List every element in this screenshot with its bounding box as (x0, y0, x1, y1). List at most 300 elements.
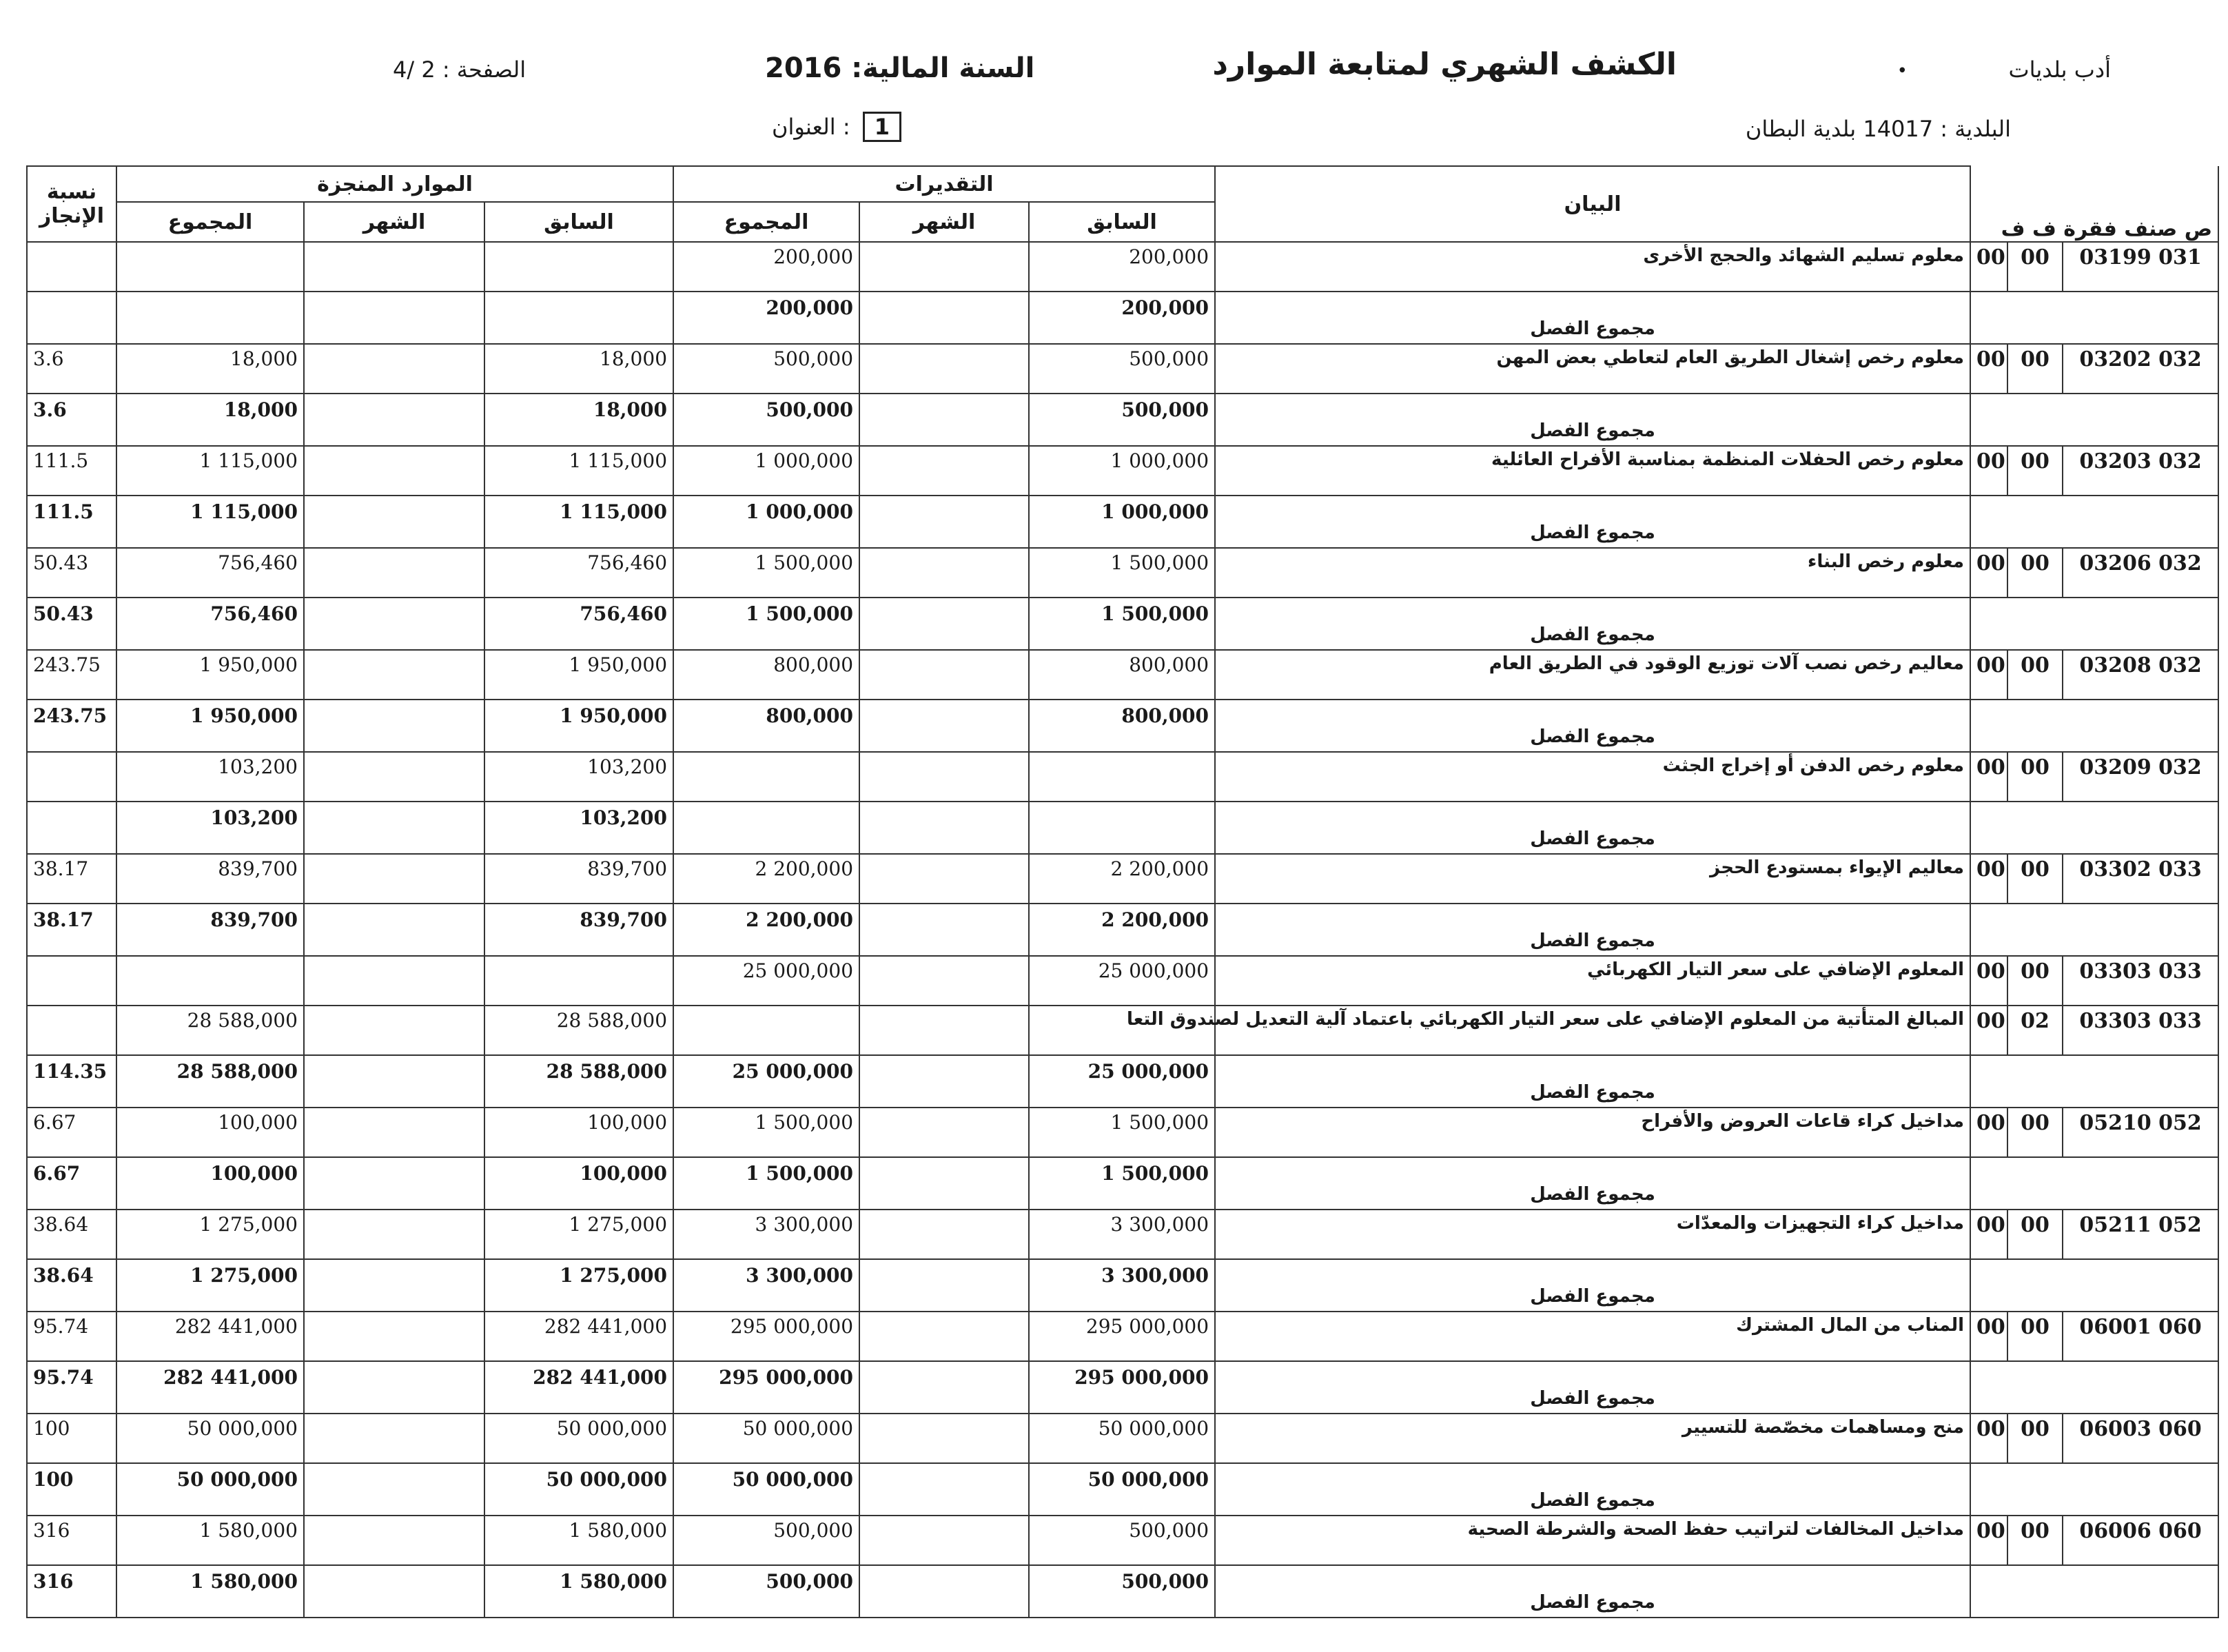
estimate-previous-cell: 800,000 (1029, 700, 1215, 752)
description-cell: منح ومساهمات مخصّصة للتسيير (1215, 1414, 1970, 1463)
achieved-previous-cell: 50 000,000 (484, 1463, 673, 1516)
achieved-previous-cell: 28 588,000 (484, 1055, 673, 1108)
estimate-previous-cell: 25 000,000 (1029, 956, 1215, 1006)
estimate-previous-cell: 1 000,000 (1029, 446, 1215, 496)
col-codes: ص صنف فقرة ف ف (1970, 166, 2218, 242)
estimate-total-cell: 500,000 (673, 1565, 859, 1618)
estimate-previous-cell: 295 000,000 (1029, 1361, 1215, 1414)
estimate-month-cell (859, 854, 1029, 904)
achieved-month-cell (304, 242, 484, 292)
subtotal-label: مجموع الفصل (1215, 394, 1970, 446)
achieved-total-cell: 756,460 (116, 598, 304, 650)
rate-cell: 6.67 (27, 1108, 116, 1157)
achieved-total-cell: 18,000 (116, 394, 304, 446)
achieved-previous-cell: 1 115,000 (484, 496, 673, 548)
rate-cell (27, 292, 116, 344)
item-code: 03202 032 (2063, 344, 2218, 394)
item-code: 03203 032 (2063, 446, 2218, 496)
table-row (27, 1414, 2218, 1463)
estimate-total-cell: 1 500,000 (673, 598, 859, 650)
table-row (27, 1006, 2218, 1055)
description-cell: مداخيل كراء التجهيزات والمعدّات (1215, 1210, 1970, 1259)
estimate-total-cell: 1 500,000 (673, 548, 859, 598)
estimate-previous-cell: 800,000 (1029, 650, 1215, 700)
achieved-previous-cell: 1 580,000 (484, 1565, 673, 1618)
estimate-month-cell (859, 1361, 1029, 1414)
subtotal-row (27, 496, 2218, 548)
subtotal-code-blank (1970, 1361, 2218, 1414)
item-code: 06001 060 (2063, 1312, 2218, 1361)
item-code: 03209 032 (2063, 752, 2218, 802)
achieved-total-cell: 282 441,000 (116, 1312, 304, 1361)
achieved-total-cell (116, 292, 304, 344)
estimate-month-cell (859, 1516, 1029, 1565)
achieved-month-cell (304, 904, 484, 956)
estimate-month-cell (859, 956, 1029, 1006)
table-row (27, 1108, 2218, 1157)
rate-cell (27, 802, 116, 854)
achieved-total-cell: 839,700 (116, 854, 304, 904)
estimate-month-cell (859, 598, 1029, 650)
page-number: الصفحة : 2 /4 (393, 57, 527, 83)
estimate-total-cell: 1 500,000 (673, 1157, 859, 1210)
estimate-total-cell (673, 802, 859, 854)
rate-cell: 111.5 (27, 446, 116, 496)
group-achieved: الموارد المنجزة (116, 166, 673, 202)
achieved-previous-cell: 1 950,000 (484, 650, 673, 700)
item-code: 06006 060 (2063, 1516, 2218, 1565)
subtotal-row (27, 700, 2218, 752)
estimate-total-cell: 1 000,000 (673, 496, 859, 548)
achieved-month-cell (304, 1006, 484, 1055)
sub-code-1: 00 (2007, 854, 2063, 904)
achieved-month-cell (304, 496, 484, 548)
sub-code-2: 00 (1970, 956, 2007, 1006)
estimate-month-cell (859, 1312, 1029, 1361)
subtotal-code-blank (1970, 700, 2218, 752)
subtotal-code-blank (1970, 1565, 2218, 1618)
table-row (27, 242, 2218, 292)
form-label: أدب بلديات (2008, 57, 2111, 83)
subtotal-label: مجموع الفصل (1215, 496, 1970, 548)
achieved-previous-cell: 1 275,000 (484, 1210, 673, 1259)
achieved-previous-cell (484, 956, 673, 1006)
achieved-total-cell: 103,200 (116, 752, 304, 802)
achieved-total-cell: 1 275,000 (116, 1210, 304, 1259)
estimate-previous-cell: 1 000,000 (1029, 496, 1215, 548)
achieved-total-cell: 28 588,000 (116, 1055, 304, 1108)
estimate-previous-cell: 3 300,000 (1029, 1259, 1215, 1312)
subtotal-code-blank (1970, 904, 2218, 956)
estimate-month-cell (859, 650, 1029, 700)
achieved-month-cell (304, 1312, 484, 1361)
estimate-month-cell (859, 1414, 1029, 1463)
achieved-month-cell (304, 1361, 484, 1414)
estimate-month-cell (859, 1055, 1029, 1108)
estimate-month-cell (859, 1108, 1029, 1157)
col-ach-month: الشهر (304, 202, 484, 242)
table-row (27, 1312, 2218, 1361)
table-row (27, 548, 2218, 598)
subtotal-label: مجموع الفصل (1215, 802, 1970, 854)
achieved-total-cell: 103,200 (116, 802, 304, 854)
rate-cell (27, 1006, 116, 1055)
item-code: 06003 060 (2063, 1414, 2218, 1463)
sub-code-1: 00 (2007, 344, 2063, 394)
sub-code-1: 00 (2007, 1516, 2063, 1565)
subtotal-row (27, 802, 2218, 854)
achieved-previous-cell: 50 000,000 (484, 1414, 673, 1463)
achieved-month-cell (304, 394, 484, 446)
sub-code-2: 00 (1970, 1210, 2007, 1259)
subtotal-code-blank (1970, 598, 2218, 650)
sub-code-2: 00 (1970, 446, 2007, 496)
estimate-month-cell (859, 1006, 1029, 1055)
sub-code-2: 00 (1970, 1312, 2007, 1361)
achieved-month-cell (304, 1108, 484, 1157)
achieved-total-cell: 100,000 (116, 1157, 304, 1210)
achieved-month-cell (304, 1463, 484, 1516)
sub-code-1: 00 (2007, 242, 2063, 292)
estimate-previous-cell: 1 500,000 (1029, 598, 1215, 650)
estimate-total-cell: 1 000,000 (673, 446, 859, 496)
subtotal-label: مجموع الفصل (1215, 1463, 1970, 1516)
estimate-total-cell: 2 200,000 (673, 904, 859, 956)
item-code: 03303 033 (2063, 956, 2218, 1006)
estimate-previous-cell: 500,000 (1029, 1516, 1215, 1565)
subtotal-code-blank (1970, 1259, 2218, 1312)
achieved-previous-cell: 18,000 (484, 344, 673, 394)
document-title: الكشف الشهري لمتابعة الموارد (1212, 47, 1677, 82)
header-row-groups (27, 166, 2218, 202)
rate-cell (27, 956, 116, 1006)
estimate-previous-cell: 295 000,000 (1029, 1312, 1215, 1361)
rate-cell (27, 752, 116, 802)
col-ach-prev: السابق (484, 202, 673, 242)
achieved-total-cell: 1 580,000 (116, 1565, 304, 1618)
fiscal-year: السنة المالية: 2016 (765, 52, 1035, 84)
achieved-previous-cell: 839,700 (484, 854, 673, 904)
estimate-total-cell: 295 000,000 (673, 1312, 859, 1361)
achieved-total-cell: 282 441,000 (116, 1361, 304, 1414)
subtotal-row (27, 1361, 2218, 1414)
achieved-month-cell (304, 446, 484, 496)
estimate-month-cell (859, 394, 1029, 446)
achieved-month-cell (304, 1259, 484, 1312)
subtotal-code-blank (1970, 394, 2218, 446)
achieved-month-cell (304, 1210, 484, 1259)
item-code: 05210 052 (2063, 1108, 2218, 1157)
estimate-total-cell: 200,000 (673, 292, 859, 344)
item-code: 03302 033 (2063, 854, 2218, 904)
rate-cell: 50.43 (27, 598, 116, 650)
estimate-total-cell: 3 300,000 (673, 1259, 859, 1312)
table-row (27, 1210, 2218, 1259)
estimate-previous-cell: 3 300,000 (1029, 1210, 1215, 1259)
municipality: البلدية : 14017 بلدية البطان (1745, 116, 2011, 142)
estimate-previous-cell (1029, 802, 1215, 854)
estimate-total-cell: 800,000 (673, 650, 859, 700)
estimate-month-cell (859, 446, 1029, 496)
estimate-previous-cell: 50 000,000 (1029, 1414, 1215, 1463)
estimate-previous-cell: 1 500,000 (1029, 548, 1215, 598)
rate-cell: 38.17 (27, 904, 116, 956)
item-code: 03303 033 (2063, 1006, 2218, 1055)
estimate-month-cell (859, 242, 1029, 292)
achieved-month-cell (304, 548, 484, 598)
description-cell: معاليم رخص نصب آلات توزيع الوقود في الطريق العام (1215, 650, 1970, 700)
achieved-total-cell: 839,700 (116, 904, 304, 956)
subtotal-code-blank (1970, 1463, 2218, 1516)
rate-cell: 50.43 (27, 548, 116, 598)
title-number-label: العنوان : (772, 114, 850, 140)
rate-cell: 316 (27, 1516, 116, 1565)
achieved-total-cell: 756,460 (116, 548, 304, 598)
achieved-month-cell (304, 752, 484, 802)
sub-code-1: 02 (2007, 1006, 2063, 1055)
estimate-month-cell (859, 904, 1029, 956)
achieved-total-cell: 1 950,000 (116, 700, 304, 752)
group-estimates: التقديرات (673, 166, 1215, 202)
rate-cell: 95.74 (27, 1361, 116, 1414)
estimate-month-cell (859, 1157, 1029, 1210)
estimate-previous-cell: 200,000 (1029, 292, 1215, 344)
achieved-previous-cell: 756,460 (484, 548, 673, 598)
rate-cell: 6.67 (27, 1157, 116, 1210)
rate-cell: 111.5 (27, 496, 116, 548)
estimate-total-cell: 800,000 (673, 700, 859, 752)
description-cell: معاليم الإيواء بمستودع الحجز (1215, 854, 1970, 904)
sub-code-1: 00 (2007, 1108, 2063, 1157)
subtotal-row (27, 904, 2218, 956)
item-code: 03199 031 (2063, 242, 2218, 292)
subtotal-label: مجموع الفصل (1215, 292, 1970, 344)
achieved-total-cell: 100,000 (116, 1108, 304, 1157)
achieved-month-cell (304, 854, 484, 904)
description-cell: مداخيل كراء قاعات العروض والأفراح (1215, 1108, 1970, 1157)
achieved-total-cell: 18,000 (116, 344, 304, 394)
achieved-previous-cell (484, 292, 673, 344)
table-row (27, 854, 2218, 904)
table-row (27, 1516, 2218, 1565)
achieved-previous-cell: 1 580,000 (484, 1516, 673, 1565)
achieved-total-cell (116, 956, 304, 1006)
achieved-month-cell (304, 1414, 484, 1463)
description-cell: معلوم رخص إشغال الطريق العام لتعاطي بعض المهن (1215, 344, 1970, 394)
estimate-total-cell: 500,000 (673, 344, 859, 394)
estimate-month-cell (859, 1565, 1029, 1618)
achieved-previous-cell (484, 242, 673, 292)
sub-code-2: 00 (1970, 1006, 2007, 1055)
achieved-previous-cell: 28 588,000 (484, 1006, 673, 1055)
subtotal-row (27, 1565, 2218, 1618)
table-row (27, 752, 2218, 802)
estimate-previous-cell: 1 500,000 (1029, 1157, 1215, 1210)
estimate-month-cell (859, 292, 1029, 344)
rate-cell: 3.6 (27, 344, 116, 394)
rate-cell: 316 (27, 1565, 116, 1618)
item-code: 03208 032 (2063, 650, 2218, 700)
col-ach-total: المجموع (116, 202, 304, 242)
subtotal-row (27, 1157, 2218, 1210)
col-est-month: الشهر (859, 202, 1029, 242)
subtotal-code-blank (1970, 1055, 2218, 1108)
subtotal-label: مجموع الفصل (1215, 1565, 1970, 1618)
subtotal-label: مجموع الفصل (1215, 1361, 1970, 1414)
subtotal-row (27, 1259, 2218, 1312)
sub-code-2: 00 (1970, 242, 2007, 292)
rate-cell: 38.64 (27, 1210, 116, 1259)
achieved-month-cell (304, 1516, 484, 1565)
description-cell: المبالغ المتأتية من المعلوم الإضافي على سعر التيار الكهربائي باعتماد آلية التعديل لصندوق التعا (1215, 1006, 1970, 1055)
estimate-month-cell (859, 700, 1029, 752)
estimate-total-cell (673, 1006, 859, 1055)
sub-code-1: 00 (2007, 446, 2063, 496)
description-cell: معلوم رخص البناء (1215, 548, 1970, 598)
achieved-month-cell (304, 956, 484, 1006)
description-cell: المعلوم الإضافي على سعر التيار الكهربائي (1215, 956, 1970, 1006)
estimate-total-cell: 500,000 (673, 394, 859, 446)
sub-code-2: 00 (1970, 1108, 2007, 1157)
subtotal-row (27, 598, 2218, 650)
subtotal-code-blank (1970, 1157, 2218, 1210)
achieved-month-cell (304, 598, 484, 650)
estimate-month-cell (859, 496, 1029, 548)
estimate-month-cell (859, 1259, 1029, 1312)
subtotal-code-blank (1970, 802, 2218, 854)
achieved-month-cell (304, 1565, 484, 1618)
table-body (27, 242, 2218, 1618)
estimate-month-cell (859, 1210, 1029, 1259)
achieved-total-cell (116, 242, 304, 292)
rate-cell: 243.75 (27, 700, 116, 752)
sub-code-2: 00 (1970, 1516, 2007, 1565)
estimate-total-cell: 25 000,000 (673, 1055, 859, 1108)
achieved-previous-cell: 756,460 (484, 598, 673, 650)
sub-code-1: 00 (2007, 1312, 2063, 1361)
estimate-month-cell (859, 802, 1029, 854)
description-cell: المناب من المال المشترك (1215, 1312, 1970, 1361)
col-est-prev: السابق (1029, 202, 1215, 242)
estimate-month-cell (859, 548, 1029, 598)
sub-code-1: 00 (2007, 548, 2063, 598)
estimate-total-cell: 500,000 (673, 1516, 859, 1565)
sub-code-1: 00 (2007, 956, 2063, 1006)
achieved-previous-cell: 1 950,000 (484, 700, 673, 752)
achieved-month-cell (304, 292, 484, 344)
sub-code-1: 00 (2007, 1414, 2063, 1463)
sub-code-1: 00 (2007, 650, 2063, 700)
achieved-previous-cell: 839,700 (484, 904, 673, 956)
sub-code-2: 00 (1970, 548, 2007, 598)
item-code: 03206 032 (2063, 548, 2218, 598)
estimate-previous-cell: 500,000 (1029, 344, 1215, 394)
estimate-previous-cell: 1 500,000 (1029, 1108, 1215, 1157)
estimate-total-cell: 25 000,000 (673, 956, 859, 1006)
estimate-total-cell: 50 000,000 (673, 1463, 859, 1516)
description-cell: مداخيل المخالفات لتراتيب حفظ الصحة والشرطة الصحية (1215, 1516, 1970, 1565)
rate-cell: 95.74 (27, 1312, 116, 1361)
estimate-previous-cell: 50 000,000 (1029, 1463, 1215, 1516)
estimate-total-cell: 1 500,000 (673, 1108, 859, 1157)
col-est-total: المجموع (673, 202, 859, 242)
sub-code-2: 00 (1970, 1414, 2007, 1463)
description-cell: معلوم تسليم الشهائد والحجج الأخرى (1215, 242, 1970, 292)
estimate-total-cell: 200,000 (673, 242, 859, 292)
estimate-previous-cell: 2 200,000 (1029, 854, 1215, 904)
table-row (27, 344, 2218, 394)
rate-cell: 243.75 (27, 650, 116, 700)
subtotal-label: مجموع الفصل (1215, 904, 1970, 956)
resources-table (26, 165, 2219, 1618)
rate-cell: 100 (27, 1463, 116, 1516)
rate-cell (27, 242, 116, 292)
achieved-month-cell (304, 344, 484, 394)
title-number (772, 112, 901, 142)
table-row (27, 446, 2218, 496)
achieved-month-cell (304, 700, 484, 752)
achieved-total-cell: 1 275,000 (116, 1259, 304, 1312)
achieved-previous-cell: 282 441,000 (484, 1312, 673, 1361)
sub-code-2: 00 (1970, 344, 2007, 394)
estimate-previous-cell: 2 200,000 (1029, 904, 1215, 956)
achieved-previous-cell: 103,200 (484, 752, 673, 802)
col-description: البيان (1215, 166, 1970, 242)
subtotal-code-blank (1970, 496, 2218, 548)
rate-cell: 114.35 (27, 1055, 116, 1108)
achieved-previous-cell: 100,000 (484, 1108, 673, 1157)
achieved-previous-cell: 282 441,000 (484, 1361, 673, 1414)
estimate-month-cell (859, 752, 1029, 802)
item-code: 05211 052 (2063, 1210, 2218, 1259)
subtotal-label: مجموع الفصل (1215, 1259, 1970, 1312)
col-rate: نسبة الإنجاز (27, 166, 116, 242)
achieved-total-cell: 1 950,000 (116, 650, 304, 700)
rate-cell: 38.17 (27, 854, 116, 904)
achieved-previous-cell: 100,000 (484, 1157, 673, 1210)
subtotal-label: مجموع الفصل (1215, 598, 1970, 650)
table-row (27, 956, 2218, 1006)
achieved-total-cell: 1 580,000 (116, 1516, 304, 1565)
achieved-previous-cell: 1 275,000 (484, 1259, 673, 1312)
rate-cell: 38.64 (27, 1259, 116, 1312)
achieved-month-cell (304, 1157, 484, 1210)
sub-code-1: 00 (2007, 752, 2063, 802)
subtotal-row (27, 1463, 2218, 1516)
subtotal-row (27, 292, 2218, 344)
achieved-total-cell: 1 115,000 (116, 496, 304, 548)
rate-cell: 3.6 (27, 394, 116, 446)
achieved-month-cell (304, 802, 484, 854)
title-number-box: 1 (863, 112, 901, 142)
estimate-previous-cell: 500,000 (1029, 394, 1215, 446)
subtotal-label: مجموع الفصل (1215, 1055, 1970, 1108)
sub-code-2: 00 (1970, 650, 2007, 700)
achieved-total-cell: 50 000,000 (116, 1463, 304, 1516)
achieved-previous-cell: 1 115,000 (484, 446, 673, 496)
subtotal-row (27, 394, 2218, 446)
achieved-month-cell (304, 1055, 484, 1108)
estimate-total-cell (673, 752, 859, 802)
sub-code-1: 00 (2007, 1210, 2063, 1259)
achieved-previous-cell: 103,200 (484, 802, 673, 854)
estimate-previous-cell: 500,000 (1029, 1565, 1215, 1618)
estimate-month-cell (859, 1463, 1029, 1516)
rate-cell: 100 (27, 1414, 116, 1463)
sub-code-2: 00 (1970, 752, 2007, 802)
estimate-total-cell: 2 200,000 (673, 854, 859, 904)
estimate-total-cell: 3 300,000 (673, 1210, 859, 1259)
